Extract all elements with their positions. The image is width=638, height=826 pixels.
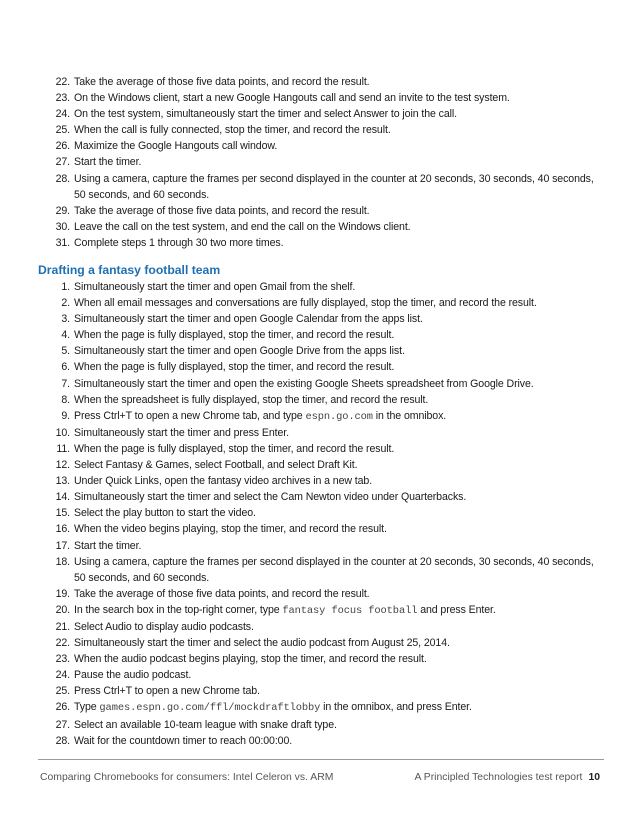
list-item xyxy=(48,295,596,311)
step-text-after-code: in the omnibox, and press Enter. xyxy=(320,701,472,714)
list-item xyxy=(48,327,596,343)
step-number: 15. xyxy=(55,507,70,520)
step-number: 27. xyxy=(55,718,70,731)
step-text: When the audio podcast begins playing, stop the timer, and record the result. xyxy=(74,653,427,666)
list-item xyxy=(48,138,596,154)
step-text: When the spreadsheet is fully displayed, stop the timer, and record the result. xyxy=(74,393,429,406)
list-item xyxy=(48,489,596,505)
list-item xyxy=(48,602,596,619)
step-text: When the page is fully displayed, stop the timer, and record the result. xyxy=(74,442,395,455)
list-item xyxy=(48,521,596,537)
step-text: Select Audio to display audio podcasts. xyxy=(74,620,254,633)
step-text: Simultaneously start the timer and open Google Calendar from the apps list. xyxy=(74,313,423,326)
step-number: 1. xyxy=(61,281,70,293)
step-text: Simultaneously start the timer and press Enter. xyxy=(74,426,289,439)
list-item xyxy=(48,408,596,425)
list-item xyxy=(48,122,596,138)
code-url: espn.go.com xyxy=(305,410,373,423)
step-text: Simultaneously start the timer and open Gmail from the shelf. xyxy=(74,281,356,293)
step-text: When the page is fully displayed, stop the timer, and record the result. xyxy=(74,361,395,374)
step-text xyxy=(74,410,446,422)
step-text: Select Fantasy & Games, select Football, and select Draft Kit. xyxy=(74,459,358,472)
step-text: Simultaneously start the timer and open the existing Google Sheets spreadsheet from Google Drive. xyxy=(74,377,534,390)
list-item xyxy=(48,311,596,327)
footer-publisher-text: A Principled Technologies test report xyxy=(414,772,583,783)
code-url: games.espn.go.com/ffl/mockdraftlobby xyxy=(99,702,321,715)
footer-publisher xyxy=(415,772,600,783)
footer-divider xyxy=(38,759,604,760)
step-text xyxy=(74,604,496,616)
step-number: 9. xyxy=(61,409,70,422)
step-text-after-code: in the omnibox. xyxy=(372,409,447,422)
list-item xyxy=(48,457,596,473)
step-number: 2. xyxy=(61,297,70,310)
list-item xyxy=(48,441,596,457)
list-item xyxy=(48,376,596,392)
step-number: 5. xyxy=(61,345,70,358)
step-number: 26. xyxy=(55,140,70,153)
step-text: Using a camera, capture the frames per second displayed in the counter at 20 seconds, 30 seconds, 40 seconds, 50 seconds, and 60 seconds. xyxy=(74,172,594,201)
step-text: Take the average of those five data points, and record the result. xyxy=(74,204,370,217)
step-number: 30. xyxy=(55,220,70,233)
list-item xyxy=(48,651,596,667)
list-item xyxy=(48,635,596,651)
step-number: 3. xyxy=(61,313,70,326)
steps-list-continued xyxy=(48,74,596,251)
step-text: Under Quick Links, open the fantasy video archives in a new tab. xyxy=(74,475,373,488)
step-text: Take the average of those five data points, and record the result. xyxy=(74,587,370,600)
step-text-before-code: Type xyxy=(74,701,100,714)
section-heading: Drafting a fantasy football team xyxy=(38,263,221,277)
list-item xyxy=(48,203,596,219)
list-item xyxy=(48,154,596,170)
step-number: 24. xyxy=(55,669,70,682)
step-number: 11. xyxy=(56,442,70,455)
list-item xyxy=(48,554,596,586)
step-number: 17. xyxy=(55,539,70,552)
step-text: On the Windows client, start a new Google Hangouts call and send an invite to the test system. xyxy=(74,92,510,105)
step-text: Simultaneously start the timer and select the audio podcast from August 25, 2014. xyxy=(74,637,450,650)
step-number: 4. xyxy=(61,329,70,342)
step-text: Start the timer. xyxy=(74,539,142,552)
list-item xyxy=(48,74,596,90)
step-number: 14. xyxy=(55,491,70,504)
step-number: 26. xyxy=(55,701,70,714)
list-item xyxy=(48,473,596,489)
step-number: 21. xyxy=(55,620,70,633)
step-text-after-code: and press Enter. xyxy=(417,603,496,616)
list-item xyxy=(48,733,596,749)
step-text: Leave the call on the test system, and end the call on the Windows client. xyxy=(74,220,411,233)
page-number: 10 xyxy=(588,772,600,783)
step-text: Take the average of those five data points, and record the result. xyxy=(74,76,370,88)
step-number: 28. xyxy=(55,734,70,747)
step-text: Simultaneously start the timer and select the Cam Newton video under Quarterbacks. xyxy=(74,491,467,504)
step-text: When the video begins playing, stop the timer, and record the result. xyxy=(74,523,387,536)
step-text: Wait for the countdown timer to reach 00:00:00. xyxy=(74,734,293,747)
list-item xyxy=(48,106,596,122)
step-number: 29. xyxy=(55,204,70,217)
list-item xyxy=(48,683,596,699)
step-text-before-code: Press Ctrl+T to open a new Chrome tab, and type xyxy=(74,409,306,422)
step-number: 25. xyxy=(55,124,70,137)
list-item xyxy=(48,343,596,359)
step-number: 16. xyxy=(55,523,70,536)
list-item xyxy=(48,667,596,683)
footer-report-title: Comparing Chromebooks for consumers: Intel Celeron vs. ARM xyxy=(40,772,334,783)
step-text: Using a camera, capture the frames per second displayed in the counter at 20 seconds, 30 seconds, 40 seconds, 50 seconds, and 60 seconds. xyxy=(74,555,594,584)
step-number: 18. xyxy=(55,555,70,568)
list-item xyxy=(48,699,596,716)
step-number: 22. xyxy=(55,76,70,88)
step-number: 28. xyxy=(55,172,70,185)
step-text xyxy=(74,701,472,713)
list-item xyxy=(48,235,596,251)
step-number: 13. xyxy=(55,475,70,488)
step-text: When the page is fully displayed, stop the timer, and record the result. xyxy=(74,329,395,342)
list-item xyxy=(48,425,596,441)
step-text: Complete steps 1 through 30 two more times. xyxy=(74,236,284,249)
step-number: 20. xyxy=(55,603,70,616)
step-number: 24. xyxy=(55,108,70,121)
step-number: 7. xyxy=(61,377,70,390)
step-number: 10. xyxy=(55,426,70,439)
steps-list-fantasy-football xyxy=(48,279,596,749)
step-number: 31. xyxy=(55,236,70,249)
step-number: 25. xyxy=(55,685,70,698)
step-text: Start the timer. xyxy=(74,156,142,169)
list-item xyxy=(48,90,596,106)
step-text-before-code: In the search box in the top-right corner, type xyxy=(74,603,283,616)
list-item xyxy=(48,219,596,235)
step-number: 12. xyxy=(55,459,70,472)
step-text: Press Ctrl+T to open a new Chrome tab. xyxy=(74,685,260,698)
list-item xyxy=(48,279,596,295)
step-number: 23. xyxy=(55,653,70,666)
step-text: When all email messages and conversations are fully displayed, stop the timer, and record the result. xyxy=(74,297,537,310)
list-item xyxy=(48,717,596,733)
step-text: When the call is fully connected, stop the timer, and record the result. xyxy=(74,124,391,137)
step-text: Select the play button to start the video. xyxy=(74,507,256,520)
list-item xyxy=(48,359,596,375)
list-item xyxy=(48,505,596,521)
step-number: 27. xyxy=(55,156,70,169)
step-text: Pause the audio podcast. xyxy=(74,669,192,682)
step-number: 23. xyxy=(55,92,70,105)
step-number: 8. xyxy=(61,393,70,406)
list-item xyxy=(48,586,596,602)
list-item xyxy=(48,619,596,635)
step-text: Select an available 10-team league with snake draft type. xyxy=(74,718,337,731)
step-number: 19. xyxy=(55,587,70,600)
step-number: 6. xyxy=(61,361,70,374)
step-number: 22. xyxy=(55,637,70,650)
list-item xyxy=(48,171,596,203)
step-text: Maximize the Google Hangouts call window. xyxy=(74,140,278,153)
code-search-term: fantasy focus football xyxy=(282,604,418,617)
step-text: On the test system, simultaneously start the timer and select Answer to join the call. xyxy=(74,108,457,121)
step-text: Simultaneously start the timer and open Google Drive from the apps list. xyxy=(74,345,405,358)
list-item xyxy=(48,392,596,408)
list-item xyxy=(48,538,596,554)
